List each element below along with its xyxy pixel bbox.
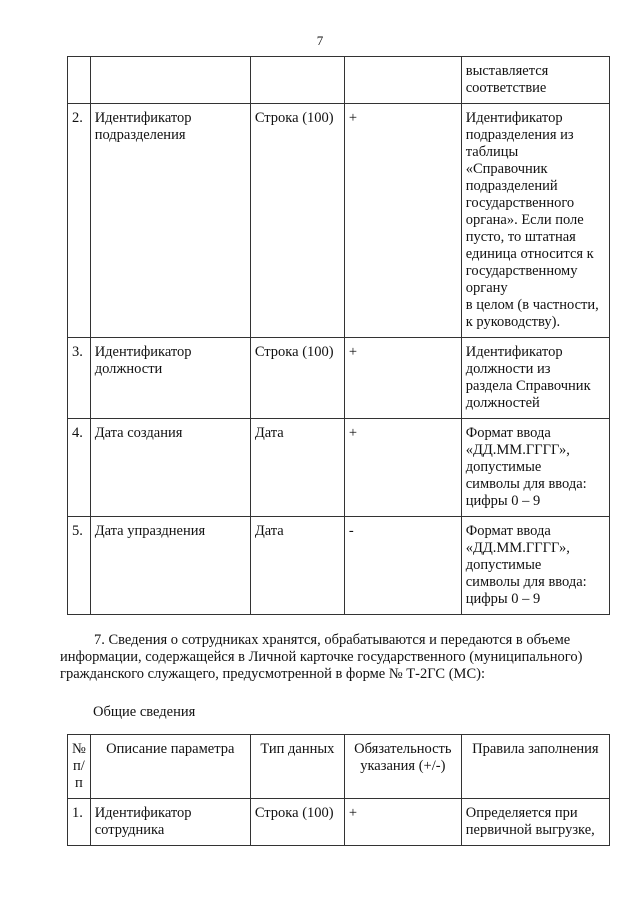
row-number: 2. bbox=[68, 104, 91, 338]
data-table-continued bbox=[67, 56, 610, 615]
required-flag: + bbox=[344, 799, 461, 846]
required-flag: + bbox=[344, 104, 461, 338]
data-type: Строка (100) bbox=[250, 338, 344, 419]
fill-rules: Идентификатор должности из раздела Справочник должностей bbox=[461, 338, 609, 419]
row-number: 3. bbox=[68, 338, 91, 419]
table-row bbox=[68, 517, 610, 615]
table-row bbox=[68, 104, 610, 338]
header-required: Обязательность указания (+/-) bbox=[344, 735, 461, 799]
required-flag: - bbox=[344, 517, 461, 615]
page-number: 7 bbox=[316, 33, 324, 48]
param-description: Идентификатор должности bbox=[90, 338, 250, 419]
row-number: 5. bbox=[68, 517, 91, 615]
fill-rules: Идентификатор подразделения из таблицы «Справочник подразделений государственного органа». Если поле пусто, то штатная единица относится к государственному органу в целом (в частности, к руководству). bbox=[461, 104, 609, 338]
paragraph-7 bbox=[60, 632, 612, 683]
employee-data-table bbox=[67, 734, 610, 846]
required-flag bbox=[344, 57, 461, 104]
data-type: Дата bbox=[250, 517, 344, 615]
fill-rules: Формат ввода «ДД.ММ.ГГГГ», допустимые символы для ввода: цифры 0 – 9 bbox=[461, 419, 609, 517]
param-description: Дата создания bbox=[90, 419, 250, 517]
param-description: Идентификатор сотрудника bbox=[90, 799, 250, 846]
data-type bbox=[250, 57, 344, 104]
table-row bbox=[68, 799, 610, 846]
paragraph-line: 7. Сведения о сотрудниках хранятся, обрабатываются и передаются в объеме bbox=[94, 632, 571, 648]
header-data-type: Тип данных bbox=[250, 735, 344, 799]
header-fill-rules: Правила заполнения bbox=[461, 735, 609, 799]
table-row bbox=[68, 338, 610, 419]
fill-rules: выставляется соответствие bbox=[461, 57, 609, 104]
row-number: 4. bbox=[68, 419, 91, 517]
param-description: Идентификатор подразделения bbox=[90, 104, 250, 338]
paragraph-line: информации, содержащейся в Личной карточке государственного (муниципального) bbox=[60, 649, 583, 665]
param-description bbox=[90, 57, 250, 104]
paragraph-line: гражданского служащего, предусмотренной в форме № Т-2ГС (МС): bbox=[60, 666, 485, 682]
table-row bbox=[68, 419, 610, 517]
header-description: Описание параметра bbox=[90, 735, 250, 799]
data-type: Дата bbox=[250, 419, 344, 517]
table-row bbox=[68, 57, 610, 104]
fill-rules: Формат ввода «ДД.ММ.ГГГГ», допустимые символы для ввода: цифры 0 – 9 bbox=[461, 517, 609, 615]
fill-rules: Определяется при первичной выгрузке, bbox=[461, 799, 609, 846]
required-flag: + bbox=[344, 419, 461, 517]
table-header-row bbox=[68, 735, 610, 799]
row-number bbox=[68, 57, 91, 104]
row-number: 1. bbox=[68, 799, 91, 846]
header-num: № п/п bbox=[68, 735, 91, 799]
required-flag: + bbox=[344, 338, 461, 419]
section-heading: Общие сведения bbox=[93, 704, 196, 720]
data-type: Строка (100) bbox=[250, 104, 344, 338]
data-type: Строка (100) bbox=[250, 799, 344, 846]
param-description: Дата упразднения bbox=[90, 517, 250, 615]
